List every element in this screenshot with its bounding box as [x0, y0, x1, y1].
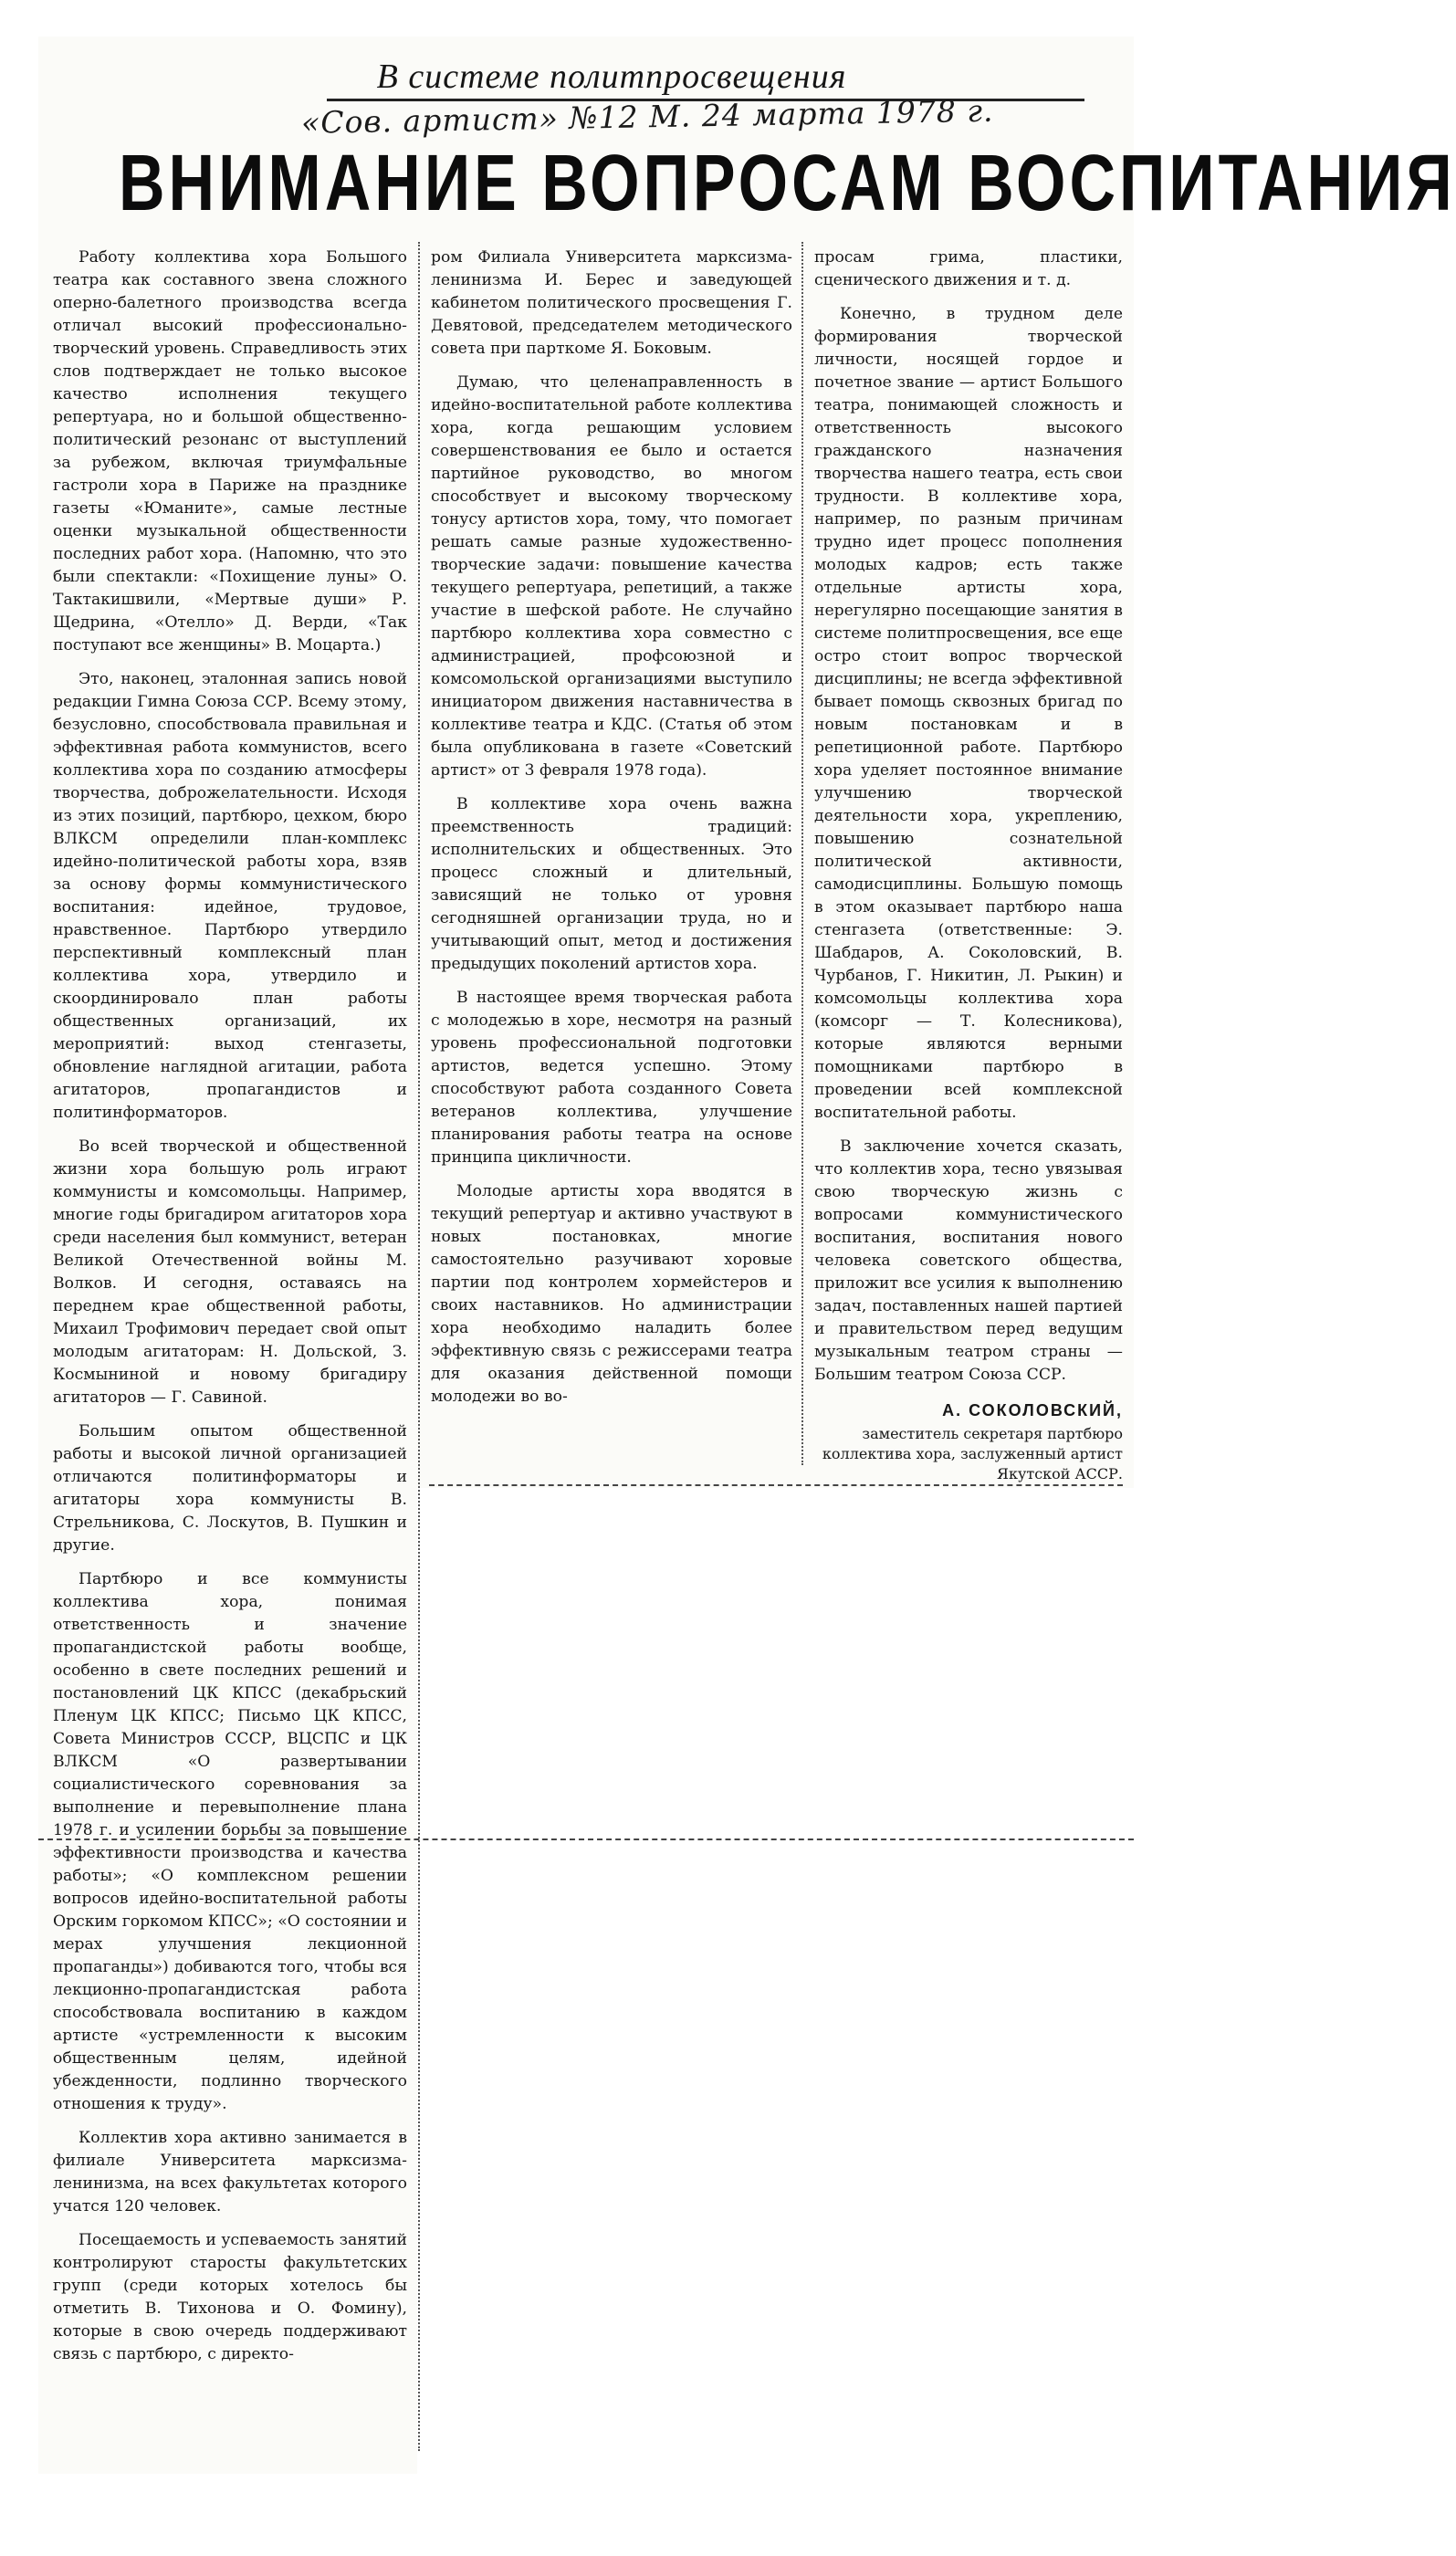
paragraph: Работу коллектива хора Большого театра как составного звена сложного оперно-балетного производства всегда отличал высокий профессионально-творческий уровень. Справедливость этих слов подтверждает не только высокое качество исполнения текущего репертуара, но и большой общественно-политический резонанс от выступлений за рубежом, включая триумфальные гастроли хора в Париже на празднике газеты «Юманите», самые лестные оценки музыкальной общественности последних работ хора. (Напомню, что это были спектакли: «Похищение луны» О. Тактакишвили, «Мертвые души» Р. Щедрина, «Отелло» Д. Верди, «Так поступают все женщины» В. Моцарта.) — [53, 248, 407, 655]
text-column-3 — [814, 246, 1123, 1495]
handwritten-source-note: «Сов. артист» №12 М. 24 марта 1978 г. — [300, 92, 994, 141]
paragraph: В настоящее время творческая работа с молодежью в хоре, несмотря на разный уровень профессиональной подготовки артистов, ведется успешно. Этому способствуют работа созданного Совета ветеранов коллектива, улучшение планирования работы театра на основе принципа цикличности. — [431, 989, 792, 1167]
paragraph: Коллектив хора активно занимается в филиале Университета марксизма-ленинизма, на всех факультетах которого учатся 120 человек. — [53, 2129, 407, 2216]
column-separator-1 — [418, 242, 420, 2451]
paragraph: Посещаемость и успеваемость занятий контролируют старосты факультетских групп (среди которых хотелось бы отметить В. Тихонова и О. Фомину), которые в свою очередь поддерживают связь с партбюро, с директо- — [53, 2231, 407, 2363]
paragraph: Думаю, что целенаправленность в идейно-воспитательной работе коллектива хора, когда решающим условием совершенствования ее было и остается партийное руководство, во многом способствует и высокому творческому тонусу артистов хора, тому, что помогает решать самые разные художественно-творческие задачи: повышение качества текущего репертуара, репетиций, а также участие в шефской работе. Не случайно партбюро коллектива хора совместно с администрацией, профсоюзной и комсомольской организациями выступило инициатором движения наставничества в коллективе театра и КДС. (Статья об этом была опубликована в газете «Советский артист» от 3 февраля 1978 года). — [431, 373, 792, 780]
rubric-title: В системе политпросвещения — [376, 58, 847, 96]
paragraph: Конечно, в трудном деле формирования творческой личности, носящей гордое и почетное звание — артист Большого театра, понимающей сложность и ответственность высокого гражданского назначения творчества нашего театра, есть свои трудности. В коллективе хора, например, по разным причинам трудно идет процесс пополнения молодых кадров; есть также отдельные артисты хора, нерегулярно посещающие занятия в системе политпросвещения, все еще остро стоит вопрос творческой дисциплины; не всегда эффективной бывает помощь сквозных бригад по новым постановкам и в репетиционной работе. Партбюро хора уделяет постоянное внимание улучшению творческой деятельности хора, укреплению, повышению сознательной политической активности, самодисциплины. Большую помощь в этом оказывает партбюро наша стенгазета (ответственные: Э. Шабдаров, А. Соколовский, В. Чурбанов, Г. Никитин, Л. Рыкин) и комсомольцы коллектива хора (комсорг — Т. Колесникова), которые являются верными помощниками партбюро в проведении всей комплексной воспитательной работы. — [814, 305, 1123, 1122]
paragraph: В заключение хочется сказать, что коллектив хора, тесно увязывая свою творческую жизнь с вопросами коммунистического воспитания, воспитания нового человека советского общества, приложит все усилия к выполнению задач, поставленных нашей партией и правительством перед ведущим музыкальным театром страны — Большим театром Союза ССР. — [814, 1137, 1123, 1384]
column-separator-2 — [801, 242, 803, 1465]
paragraph: просам грима, пластики, сценического движения и т. д. — [814, 248, 1123, 289]
paragraph: Большим опытом общественной работы и высокой личной организацией отличаются политинформаторы и агитаторы хора коммунисты В. Стрельникова, С. Лоскутов, В. Пушкин и другие. — [53, 1422, 407, 1555]
article-headline: ВНИМАНИЕ ВОПРОСАМ ВОСПИТАНИЯ — [119, 138, 1456, 227]
paragraph: Партбюро и все коммунисты коллектива хора, понимая ответственность и значение пропагандистской работы вообще, особенно в свете последних решений и постановлений ЦК КПСС (декабрьский Пленум ЦК КПСС; Письмо ЦК КПСС, Совета Министров СССР, ВЦСПС и ЦК ВЛКСМ «О развертывании социалистического соревнования за выполнение и перевыполнение плана 1978 г. и усилении борьбы за повышение эффективности производства и качества работы»; «О комплексном решении вопросов идейно-воспитательной работы Орским горкомом КПСС»; «О состоянии и мерах улучшения лекционной пропаганды») добиваются того, чтобы вся лекционно-пропагандистская работа способствовала воспитанию в каждом артисте «устремленности к высоким общественным целям, идейной убежденности, подлинно творческого отношения к труду». — [53, 1570, 407, 2113]
paragraph: Во всей творческой и общественной жизни хора большую роль играют коммунисты и комсомольцы. Например, многие годы бригадиром агитаторов хора среди населения был коммунист, ветеран Великой Отечественной войны М. Волков. И сегодня, оставаясь на переднем крае общественной работы, Михаил Трофимович передает свой опыт молодым агитаторам: Н. Дольской, З. Космыниной и новому бригадиру агитаторов — Г. Савиной. — [53, 1137, 407, 1407]
text-column-1 — [53, 246, 407, 2377]
paragraph: Молодые артисты хора вводятся в текущий репертуар и активно участвуют в новых постановках, многие самостоятельно разучивают хоровые партии под контролем хормейстеров и своих наставников. Но администрации хора необходимо наладить более эффективную связь с режиссерами театра для оказания действенной помощи молодежи во во- — [431, 1182, 792, 1406]
paragraph: Это, наконец, эталонная запись новой редакции Гимна Союза ССР. Всему этому, безусловно, способствовала правильная и эффективная работа коммунистов, всего коллектива хора по созданию атмосферы творчества, доброжелательности. Исходя из этих позиций, партбюро, цехком, бюро ВЛКСМ определили план-комплекс идейно-политической работы хора, взяв за основу формы коммунистического воспитания: идейное, трудовое, нравственное. Партбюро утвердило перспективный комплексный план коллектива хора, утвердило и скоординировало план работы общественных организаций, их мероприятий: выход стенгазеты, обновление наглядной агитации, работа агитаторов, пропагандистов и политинформаторов. — [53, 670, 407, 1122]
author-name: А. СОКОЛОВСКИЙ, — [942, 1401, 1123, 1419]
paragraph: В коллективе хора очень важна преемственность традиций: исполнительских и общественных. Это процесс сложный и длительный, зависящий не только от уровня сегодняшней организации труда, но и учитывающий опыт, метод и достижения предыдущих поколений артистов хора. — [431, 795, 792, 973]
text-column-2 — [431, 246, 792, 1419]
author-role: заместитель секретаря партбюро коллектива хора, заслуженный артист Якутской АССР. — [822, 1425, 1123, 1482]
paragraph: ром Филиала Университета марксизма-ленинизма И. Берес и заведующей кабинетом политического просвещения Г. Девятовой, председателем методического совета при парткоме Я. Боковым. — [431, 248, 792, 358]
